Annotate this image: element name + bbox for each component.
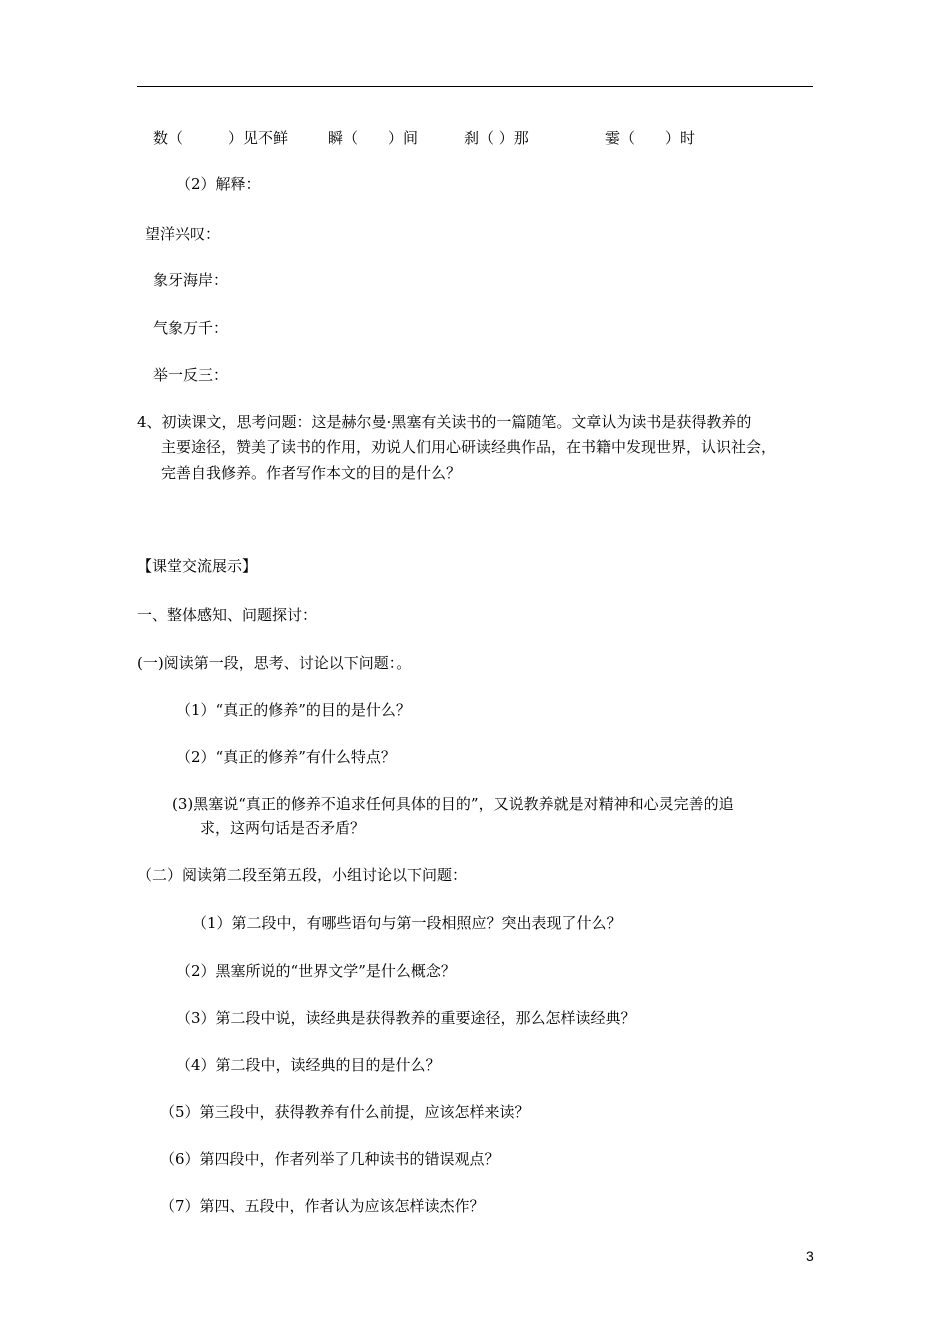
page-number: 3 — [806, 1248, 814, 1264]
classroom-title: 【课堂交流展示】 — [137, 557, 258, 575]
part-2-question-4: （4）第二段中，读经典的目的是什么？ — [176, 1056, 441, 1074]
explain-term-1: 望洋兴叹： — [145, 225, 221, 243]
question-4-line-1: 4、初读课文，思考问题：这是赫尔曼·黑塞有关读书的一篇随笔。文章认为读书是获得教养的 — [137, 413, 752, 431]
part-2-question-6: （6）第四段中，作者列举了几种读书的错误观点？ — [160, 1150, 500, 1168]
part-1-question-1: （1）“真正的修养”的目的是什么？ — [176, 701, 411, 719]
section-1-heading: 一、整体感知、问题探讨： — [137, 606, 318, 624]
explain-term-4: 举一反三： — [153, 366, 229, 384]
explain-term-2: 象牙海岸： — [153, 271, 229, 289]
part-2-question-2: （2）黑塞所说的“世界文学”是什么概念？ — [176, 962, 456, 980]
explain-term-3: 气象万千： — [153, 319, 229, 337]
part-2-question-1: （1）第二段中，有哪些语句与第一段相照应？突出表现了什么？ — [192, 914, 622, 932]
fill-blank-4: 霎（ ）时 — [605, 129, 696, 147]
header-rule — [137, 86, 813, 87]
part-2-question-7: （7）第四、五段中，作者认为应该怎样读杰作？ — [160, 1197, 485, 1215]
fill-blank-2: 瞬（ ）间 — [328, 129, 419, 147]
part-2-question-3: （3）第二段中说，读经典是获得教养的重要途径，那么怎样读经典？ — [176, 1009, 636, 1027]
part-2-heading: （二）阅读第二段至第五段，小组讨论以下问题： — [137, 866, 468, 884]
part-1-question-2: （2）“真正的修养”有什么特点？ — [176, 748, 396, 766]
part-1-heading: (一)阅读第一段，思考、讨论以下问题：。 — [137, 654, 412, 672]
explain-heading: （2）解释： — [176, 175, 261, 193]
fill-blank-1: 数（ ）见不鲜 — [153, 129, 289, 147]
part-1-question-3-line-1: (3)黑塞说“真正的修养不追求任何具体的目的”，又说教养就是对精神和心灵完善的追 — [172, 795, 734, 813]
part-2-question-5: （5）第三段中，获得教养有什么前提，应该怎样来读？ — [160, 1103, 530, 1121]
fill-blank-3: 刹（ ）那 — [464, 129, 529, 147]
question-4-line-2: 主要途径，赞美了读书的作用，劝说人们用心研读经典作品，在书籍中发现世界，认识社会， — [161, 438, 777, 456]
question-4-line-3: 完善自我修养。作者写作本文的目的是什么？ — [161, 464, 462, 482]
part-1-question-3-line-2: 求，这两句话是否矛盾？ — [200, 819, 366, 837]
